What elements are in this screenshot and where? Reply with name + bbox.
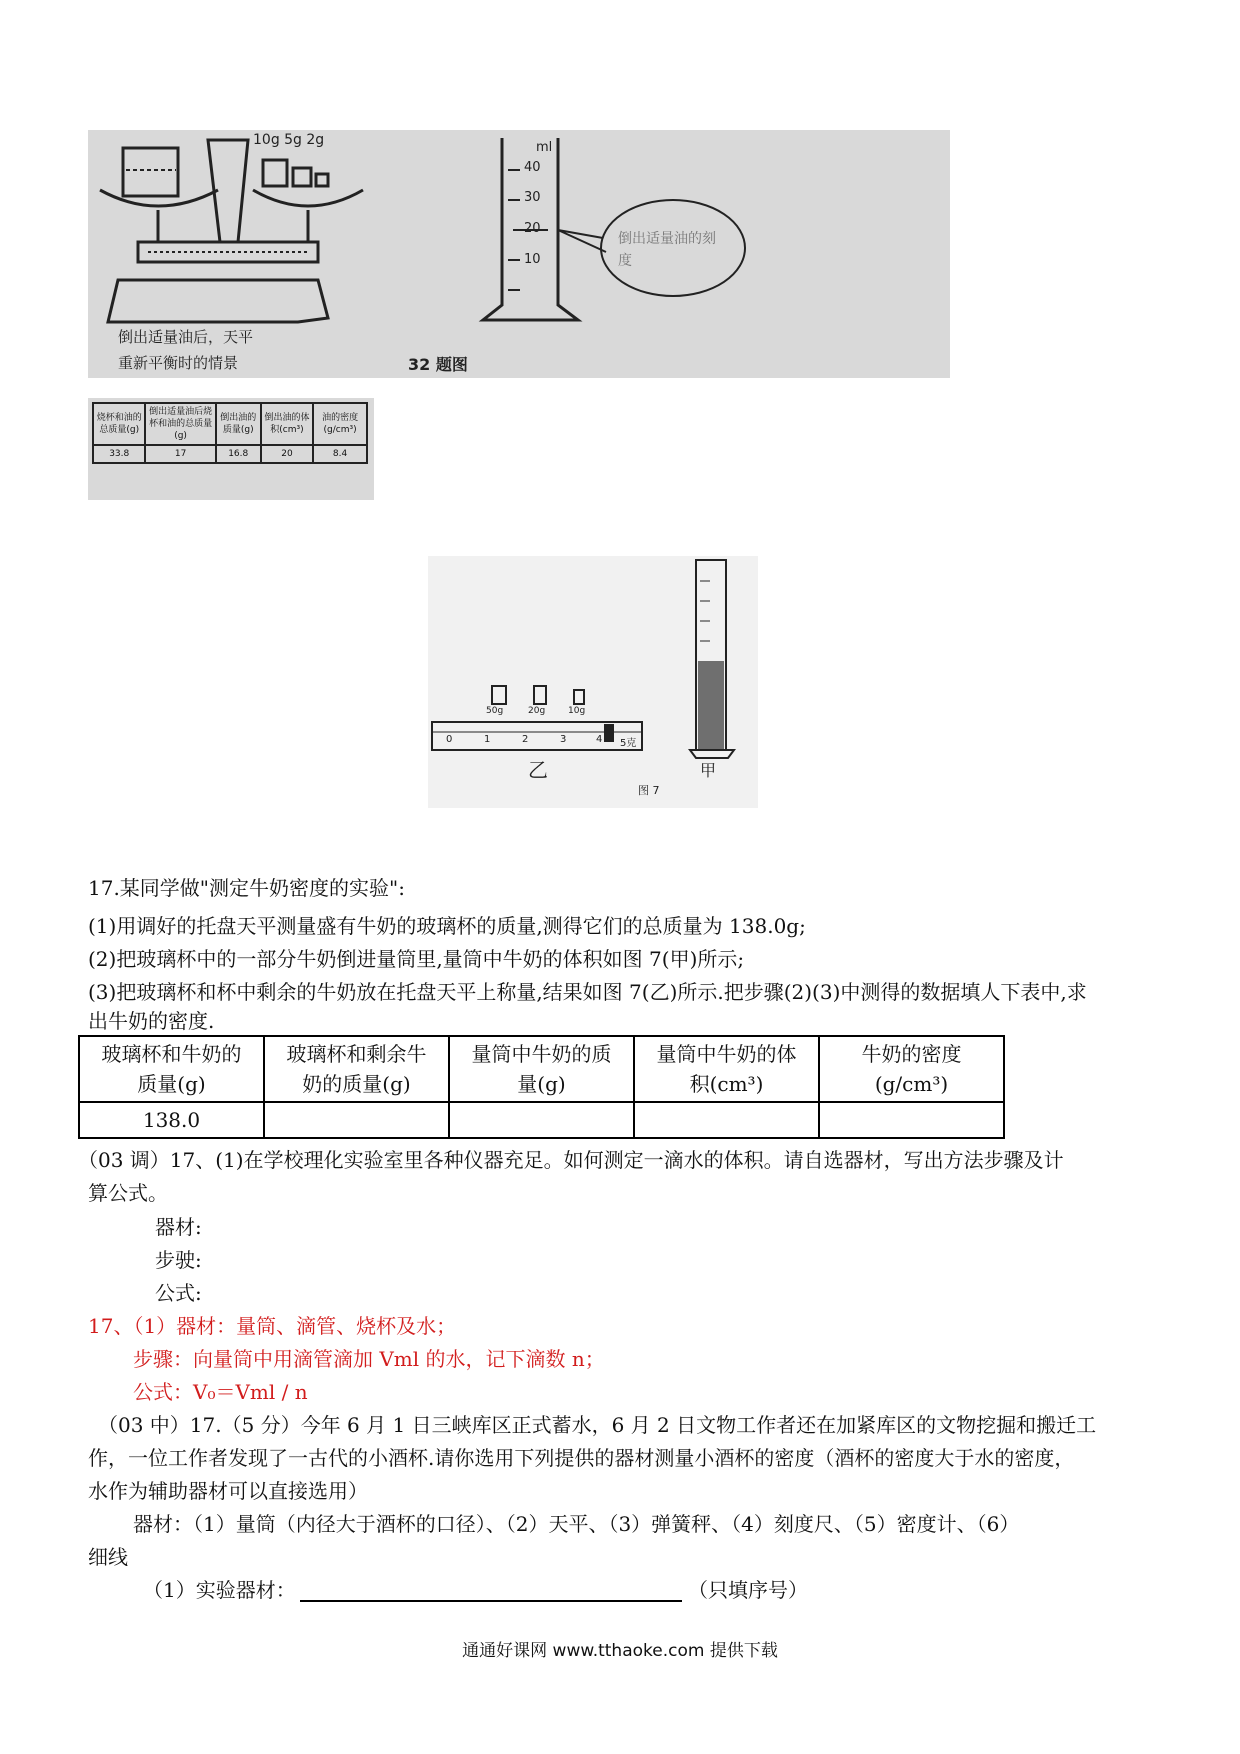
scale-tick: 3: [560, 734, 567, 745]
oil-table-header: 倒出油的体积(cm³): [261, 403, 313, 445]
figure-32: [88, 130, 950, 378]
cylinder-tick-20: 20: [524, 221, 541, 236]
table-cell[interactable]: [449, 1102, 634, 1138]
header-line: (g/cm³): [874, 1072, 949, 1096]
q17-cup-line3: 水作为辅助器材可以直接选用）: [88, 1479, 368, 1503]
page-footer: 通通好课网 www.tthaoke.com 提供下载: [462, 1641, 778, 1661]
oil-table-image: [88, 398, 374, 500]
oil-table-cell: 33.8: [93, 445, 145, 463]
oil-table-cell: 17: [145, 445, 215, 463]
oil-table-header: 倒出油的质量(g): [216, 403, 261, 445]
header-line: 积(cm³): [689, 1072, 764, 1096]
table-cell: 138.0: [79, 1102, 264, 1138]
q17-cup-answer-label: （1）实验器材：: [143, 1578, 296, 1602]
cylinder-tick-40: 40: [524, 160, 541, 175]
header-line: 质量(g): [137, 1072, 206, 1096]
answer-blank[interactable]: [300, 1600, 682, 1602]
figure-32-label: 32 题图: [408, 355, 468, 374]
table-row: [79, 1102, 1004, 1138]
answer-line3: 公式：V₀＝Vml / n: [133, 1380, 308, 1404]
q17-drop-equip: 器材:: [155, 1215, 202, 1239]
scale-tick: 2: [522, 734, 529, 745]
table-cell[interactable]: [634, 1102, 819, 1138]
weight-10g: 10g: [568, 706, 586, 716]
table-cell[interactable]: [819, 1102, 1004, 1138]
table-header-cell: [79, 1036, 264, 1102]
figure-32-weights: 10g 5g 2g: [253, 132, 325, 148]
answer-line2: 步骤：向量筒中用滴管滴加 Vml 的水，记下滴数 n；: [133, 1347, 605, 1371]
table-header-cell: [264, 1036, 449, 1102]
oil-table-header: 油的密度(g/cm³): [313, 403, 367, 445]
q17-drop-line2: 算公式。: [88, 1181, 168, 1205]
table-header-row: [79, 1036, 1004, 1102]
cylinder-tick-10: 10: [524, 252, 541, 267]
q17-milk-step3-line2: 出牛奶的密度.: [88, 1009, 215, 1033]
oil-table-header: 倒出适量油后烧杯和油的总质量(g): [145, 403, 215, 445]
q17-cup-equip-line1: 器材：（1）量筒（内径大于酒杯的口径）、（2）天平、（3）弹簧秤、（4）刻度尺、（5）密度计、（6）: [133, 1512, 1020, 1536]
q17-milk-step3-line1: (3)把玻璃杯和杯中剩余的牛奶放在托盘天平上称量,结果如图 7(乙)所示.把步骤(2)(3)中测得的数据填人下表中,求: [88, 980, 1087, 1004]
table-header-cell: [819, 1036, 1004, 1102]
q17-milk-title: 17.某同学做"测定牛奶密度的实验":: [88, 876, 405, 900]
q17-milk-step1: (1)用调好的托盘天平测量盛有牛奶的玻璃杯的质量,测得它们的总质量为 138.0g;: [88, 914, 806, 938]
q17-cup-answer-hint: （只填序号）: [688, 1578, 808, 1602]
cylinder-tick-30: 30: [524, 190, 541, 205]
header-line: 玻璃杯和牛奶的: [101, 1042, 242, 1066]
bubble-text: 倒出适量油的刻度: [618, 231, 716, 269]
header-line: 量(g): [517, 1072, 566, 1096]
label-yi: 乙: [528, 758, 548, 782]
figure-32-caption-2: 重新平衡时的情景: [118, 354, 239, 372]
q17-cup-equip-line2: 细线: [88, 1545, 128, 1569]
figure-7: [428, 556, 758, 808]
answer-line1: 17、（1）器材：量筒、滴管、烧杯及水；: [88, 1314, 457, 1338]
scale-tick: 5克: [620, 738, 637, 749]
weight-50g: 50g: [486, 706, 504, 716]
scale-tick: 4: [596, 734, 603, 745]
cylinder-unit: ml: [536, 140, 553, 155]
table-header-cell: [449, 1036, 634, 1102]
q17-cup-line1: （03 中）17.（5 分）今年 6 月 1 日三峡库区正式蓄水，6 月 2 日文物工作者还在加紧库区的文物挖掘和搬迁工: [98, 1413, 1097, 1437]
oil-table-header: 烧杯和油的总质量(g): [93, 403, 145, 445]
header-line: 牛奶的密度: [861, 1042, 962, 1066]
q17-cup-line2: 作，一位工作者发现了一古代的小酒杯.请你选用下列提供的器材测量小酒杯的密度（酒杯的密度大于水的密度，: [88, 1446, 1075, 1470]
scale-tick: 0: [446, 734, 453, 745]
figure-32-caption-1: 倒出适量油后，天平: [118, 328, 254, 346]
q17-drop-line1: （03 调）17、(1)在学校理化实验室里各种仪器充足。如何测定一滴水的体积。请自选器材，写出方法步骤及计: [78, 1148, 1064, 1172]
header-line: 奶的质量(g): [302, 1072, 411, 1096]
scale-tick: 1: [484, 734, 491, 745]
q17-drop-steps: 步驶:: [155, 1248, 202, 1272]
milk-data-table: [78, 1035, 1005, 1139]
oil-table-cell: 20: [261, 445, 313, 463]
header-line: 玻璃杯和剩余牛: [286, 1042, 427, 1066]
header-line: 量筒中牛奶的体: [656, 1042, 797, 1066]
oil-table-cell: 16.8: [216, 445, 261, 463]
figure-7-caption: 图 7: [638, 784, 660, 797]
table-cell[interactable]: [264, 1102, 449, 1138]
table-header-cell: [634, 1036, 819, 1102]
oil-table-cell: 8.4: [313, 445, 367, 463]
q17-drop-formula: 公式:: [155, 1281, 202, 1305]
label-jia: 甲: [700, 761, 717, 780]
weight-20g: 20g: [528, 706, 546, 716]
oil-table: [92, 402, 368, 464]
header-line: 量筒中牛奶的质: [471, 1042, 612, 1066]
q17-milk-step2: (2)把玻璃杯中的一部分牛奶倒进量筒里,量筒中牛奶的体积如图 7(甲)所示;: [88, 947, 745, 971]
